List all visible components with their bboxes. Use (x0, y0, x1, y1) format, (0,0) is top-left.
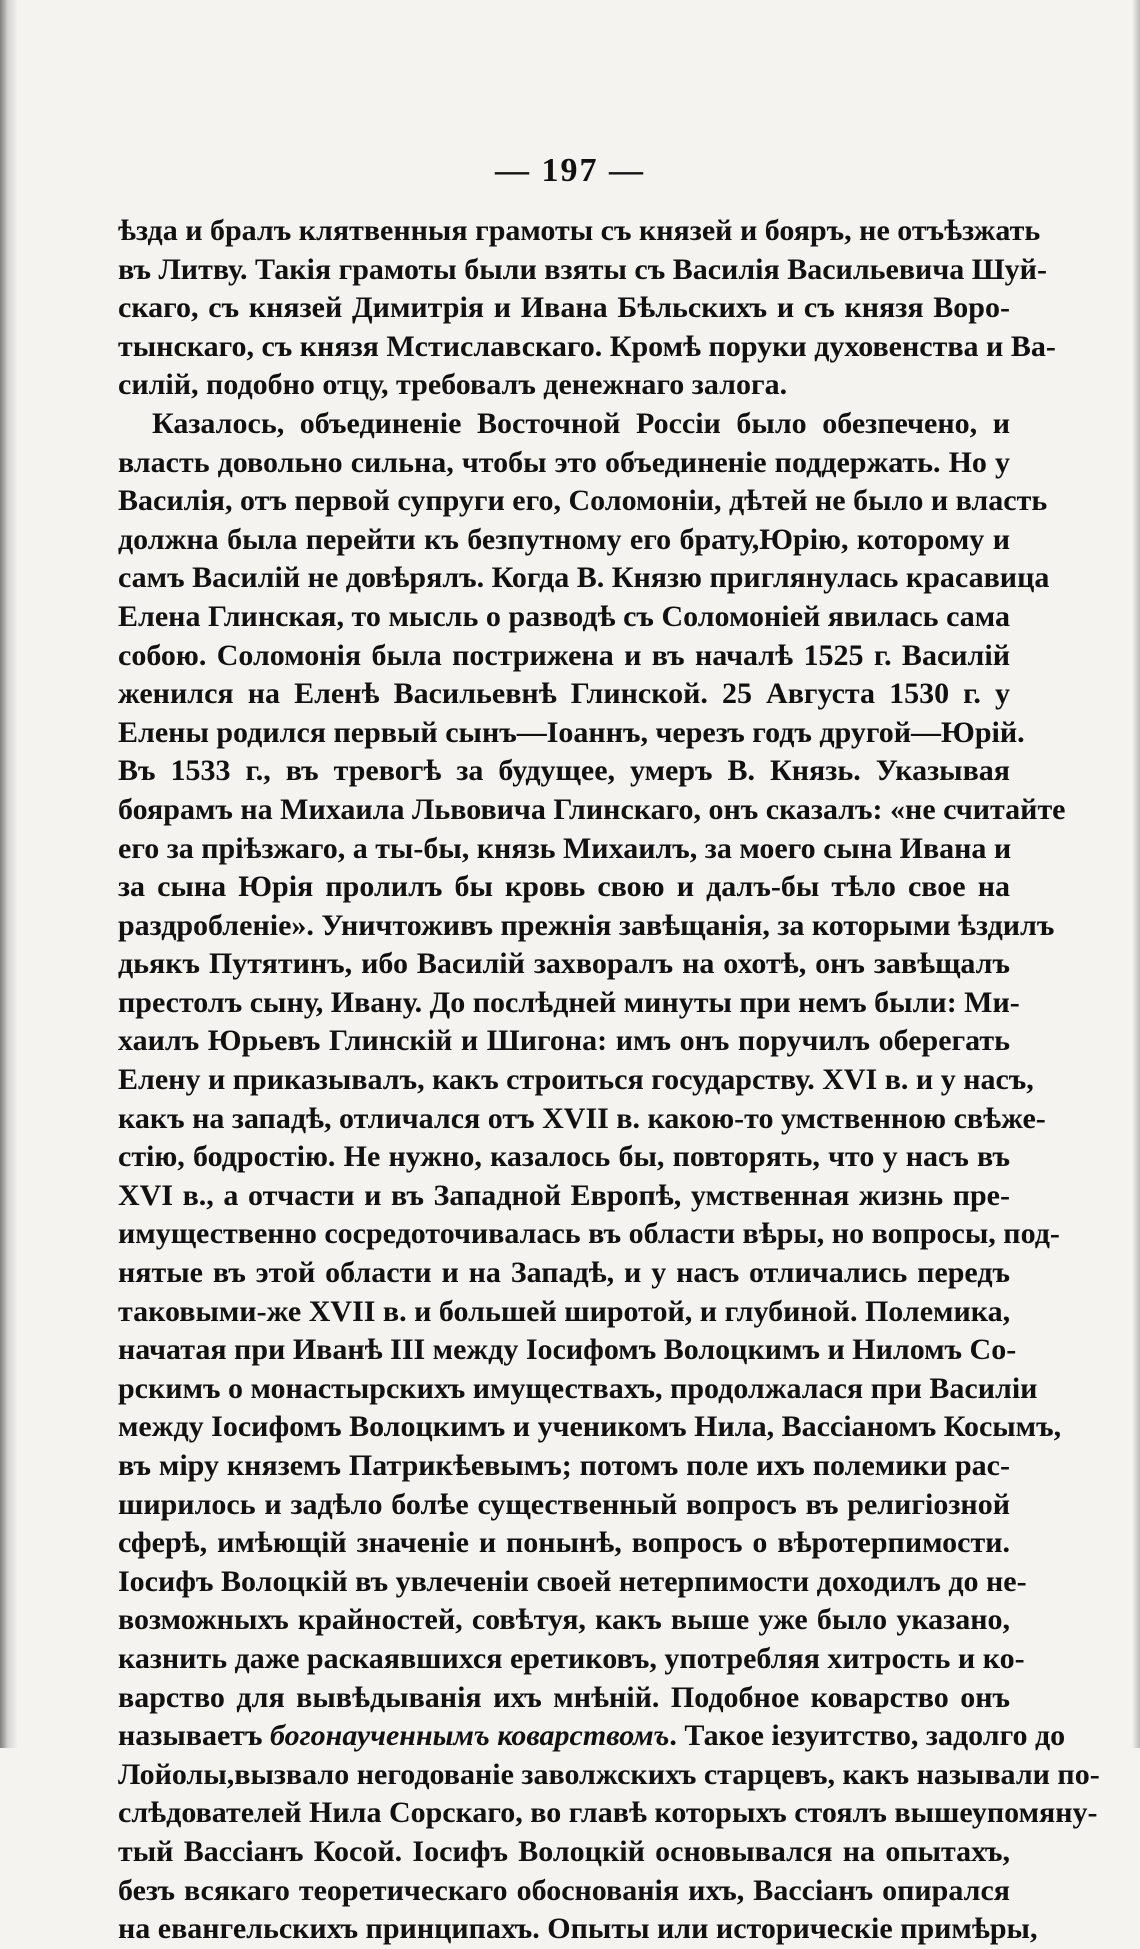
text-line: какъ на западѣ, отличался отъ XVII в. какою-то умственною свѣже- (118, 1101, 1046, 1135)
text-line: имущественно сосредоточивалась въ области вѣры, но вопросы, под- (118, 1217, 1060, 1251)
text-line: за сына Юрія пролилъ бы кровь свою и далъ-бы тѣло свое на (118, 870, 1010, 904)
text-line: власть довольно сильна, чтобы это объединеніе поддержать. Но у (118, 445, 1010, 479)
text-line: Лойолы,вызвало негодованіе заволжскихъ старцевъ, какъ называли по- (118, 1757, 1100, 1791)
italic-phrase: богонаученнымъ коварствомъ (270, 1719, 670, 1753)
text-line: въ міру княземъ Патрикѣевымъ; потомъ поле ихъ полемики рас- (118, 1449, 1010, 1482)
text-line: слѣдователей Нила Сорскаго, во главѣ которыхъ стоялъ вышеупомяну- (118, 1796, 1098, 1830)
text-line: Елену и приказывалъ, какъ строиться государству. XVI в. и у насъ, (118, 1063, 1034, 1097)
scan-edge-right (1132, 0, 1140, 1748)
text-line: дьякъ Путятинъ, ибо Василій захворалъ на охотѣ, онъ завѣщалъ (118, 947, 1010, 981)
text-line: Іосифъ Волоцкій въ увлеченіи своей нетерпимости доходилъ до не- (118, 1564, 1027, 1598)
text-line: ѣзда и бралъ клятвенныя грамоты съ князей и бояръ, не отъѣзжать (118, 214, 1041, 247)
text-line: сферѣ, имѣющій значеніе и понынѣ, вопросъ о вѣротерпимости. (118, 1526, 1010, 1560)
text-line: тый Вассіанъ Косой. Іосифъ Волоцкій основывался на опытахъ, (118, 1834, 1010, 1868)
text-line: тынскаго, съ князя Мстиславскаго. Кромѣ поруки духовенства и Ва- (118, 329, 1056, 363)
body-text (118, 212, 1100, 1949)
text-line: самъ Василій не довѣрялъ. Когда В. Князю приглянулась красавица (118, 561, 1050, 595)
text-line: скаго, съ князей Димитрія и Ивана Бѣльскихъ и съ князя Воро- (118, 291, 1010, 325)
text-line: его за пріѣзжаго, а ты-бы, князь Михаилъ, за моего сына Ивана и (118, 831, 1012, 865)
text-line: нятые въ этой области и на Западѣ, и у насъ отличались передъ (118, 1256, 1010, 1290)
text-line: таковыми-же XVII в. и большей широтой, и глубиной. Полемика, (118, 1294, 1011, 1328)
text-line: Въ 1533 г., въ тревогѣ за будущее, умеръ В. Князь. Указывая (118, 754, 1010, 788)
text-line: хаилъ Юрьевъ Глинскій и Шигона: имъ онъ поручилъ оберегать (118, 1024, 1010, 1058)
text-line: ширилось и задѣло болѣе существенный вопросъ въ религіозной (118, 1487, 1010, 1521)
text-line: казнить даже раскаявшихся еретиковъ, употребляя хитрость и ко- (118, 1641, 1025, 1675)
text-line: раздробленіе». Уничтоживъ прежнія завѣщанія, за которыми ѣздилъ (118, 908, 1055, 942)
text-line: варство для вывѣдыванія ихъ мнѣній. Подобное коварство онъ (118, 1680, 1010, 1714)
paragraph-start-line: Казалось, объединеніе Восточной Россіи было обезпечено, и (152, 406, 1010, 440)
text-line: стію, бодростію. Не нужно, казалось бы, повторять, что у насъ въ (118, 1140, 1010, 1174)
line-40-suffix: . Такое іезуитство, задолго до (669, 1719, 1066, 1753)
text-line: боярамъ на Михаила Львовича Глинскаго, онъ сказалъ: «не считайте (118, 792, 1066, 826)
text-line: между Іосифомъ Волоцкимъ и ученикомъ Нила, Вассіаномъ Косымъ, (118, 1410, 1062, 1444)
text-line: рскимъ о монастырскихъ имуществахъ, продолжалася при Василіи (118, 1371, 1038, 1405)
line-40-prefix: называетъ (118, 1719, 263, 1753)
text-line: Василія, отъ первой супруги его, Соломоніи, дѣтей не было и власть (118, 484, 1048, 518)
text-line-with-italic (118, 1717, 1066, 1756)
text-line: въ Литву. Такія грамоты были взяты съ Василія Васильевича Шуй- (118, 252, 1047, 286)
text-line: XVI в., а отчасти и въ Западной Европѣ, умственная жизнь пре- (118, 1178, 1010, 1212)
text-line: безъ всякаго теоретическаго обоснованія ихъ, Вассіанъ опирался (118, 1873, 1010, 1907)
text-line: собою. Соломонія была пострижена и въ началѣ 1525 г. Василій (118, 638, 1010, 672)
text-line: Елена Глинская, то мысль о разводѣ съ Соломоніей явилась сама (118, 599, 1010, 633)
text-line: возможныхъ крайностей, совѣтуя, какъ выше уже было указано, (118, 1603, 1010, 1637)
text-line: должна была перейти къ безпутному его брату,Юрію, которому и (118, 522, 1010, 556)
text-line: престолъ сыну, Ивану. До послѣдней минуты при немъ были: Ми- (118, 985, 1020, 1019)
text-line: Елены родился первый сынъ—Іоаннъ, черезъ годъ другой—Юрій. (118, 715, 1025, 749)
text-line: на евангельскихъ принципахъ. Опыты или историческіе примѣры, (118, 1912, 1038, 1946)
page-number: — 197 — (495, 152, 645, 189)
text-line: начатая при Иванѣ III между Іосифомъ Волоцкимъ и Ниломъ Со- (118, 1333, 1017, 1367)
text-line: женился на Еленѣ Васильевнѣ Глинской. 25 Августа 1530 г. у (118, 677, 1010, 711)
text-line: силій, подобно отцу, требовалъ денежнаго залога. (118, 368, 788, 402)
scan-edge-left (0, 0, 18, 1748)
